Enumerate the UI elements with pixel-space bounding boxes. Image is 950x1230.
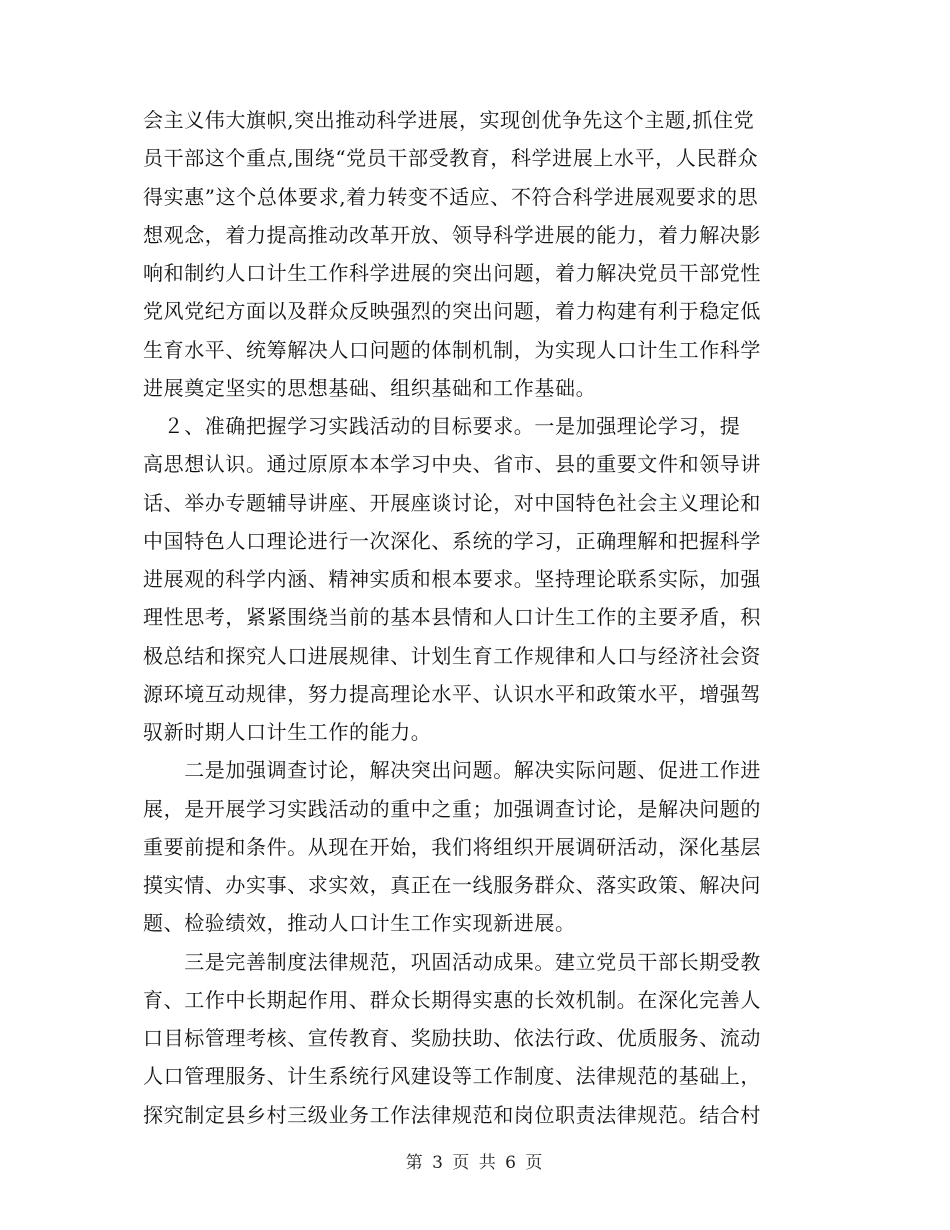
text-line: 极总结和探究人口进展规律、计划生育工作规律和人口与经济社会资 (143, 643, 761, 668)
text-line: 党风党纪方面以及群众反映强烈的突出问题，着力构建有利于稳定低 (143, 299, 761, 324)
text-line: 高思想认识。通过原原本本学习中央、省市、县的重要文件和领导讲 (143, 452, 761, 477)
text-line: 三是完善制度法律规范，巩固活动成果。建立党员干部长期受教 (143, 949, 761, 974)
text-line: 进展观的科学内涵、精神实质和根本要求。坚持理论联系实际，加强 (143, 567, 761, 591)
text-line: 想观念，着力提高推动改革开放、领导科学进展的能力，着力解决影 (143, 222, 761, 247)
page-number-label: 第 3 页 共 6 页 (405, 1153, 545, 1173)
text-line: 育、工作中长期起作用、群众长期得实惠的长效机制。在深化完善人 (143, 987, 761, 1012)
text-line: 展，是开展学习实践活动的重中之重；加强调查讨论，是解决问题的 (143, 796, 761, 821)
text-line: 得实惠”这个总体要求,着力转变不适应、不符合科学进展观要求的思 (143, 184, 759, 209)
text-line: 中国特色人口理论进行一次深化、系统的学习，正确理解和把握科学 (143, 528, 761, 553)
page-footer (0, 1148, 950, 1173)
text-line: 二是加强调查讨论，解决突出问题。解决实际问题、促进工作进 (143, 758, 761, 783)
text-line: 会主义伟大旗帜,突出推动科学进展，实现创优争先这个主题,抓住党 (143, 108, 755, 132)
text-line: 进展奠定坚实的思想基础、组织基础和工作基础。 (143, 375, 597, 400)
text-line: 人口管理服务、计生系统行风建设等工作制度、法律规范的基础上， (143, 1064, 761, 1089)
text-line: 话、举办专题辅导讲座、开展座谈讨论，对中国特色社会主义理论和 (143, 490, 761, 515)
text-line: 重要前提和条件。从现在开始，我们将组织开展调研活动，深化基层 (143, 834, 761, 859)
document-body (143, 101, 808, 1134)
text-line: 理性思考，紧紧围绕当前的基本县情和人口计生工作的主要矛盾，积 (143, 605, 761, 630)
text-line: 员干部这个重点,围绕“党员干部受教育，科学进展上水平，人民群众 (143, 146, 759, 171)
text-line: 口目标管理考核、宣传教育、奖励扶助、依法行政、优质服务、流动 (143, 1026, 761, 1050)
text-line: 题、检验绩效，推动人口计生工作实现新进展。 (143, 911, 576, 936)
text-line: 探究制定县乡村三级业务工作法律规范和岗位职责法律规范。结合村 (143, 1102, 761, 1127)
text-line: 摸实情、办实事、求实效，真正在一线服务群众、落实政策、解决问 (143, 873, 761, 897)
text-line: 驭新时期人口计生工作的能力。 (143, 720, 432, 744)
text-line: 生育水平、统筹解决人口问题的体制机制，为实现人口计生工作科学 (143, 337, 761, 362)
text-line: 源环境互动规律，努力提高理论水平、认识水平和政策水平，增强驾 (143, 681, 761, 706)
text-line: ２、准确把握学习实践活动的目标要求。一是加强理论学习，提 (143, 414, 741, 438)
text-line: 响和制约人口计生工作科学进展的突出问题，着力解决党员干部党性 (143, 261, 761, 285)
